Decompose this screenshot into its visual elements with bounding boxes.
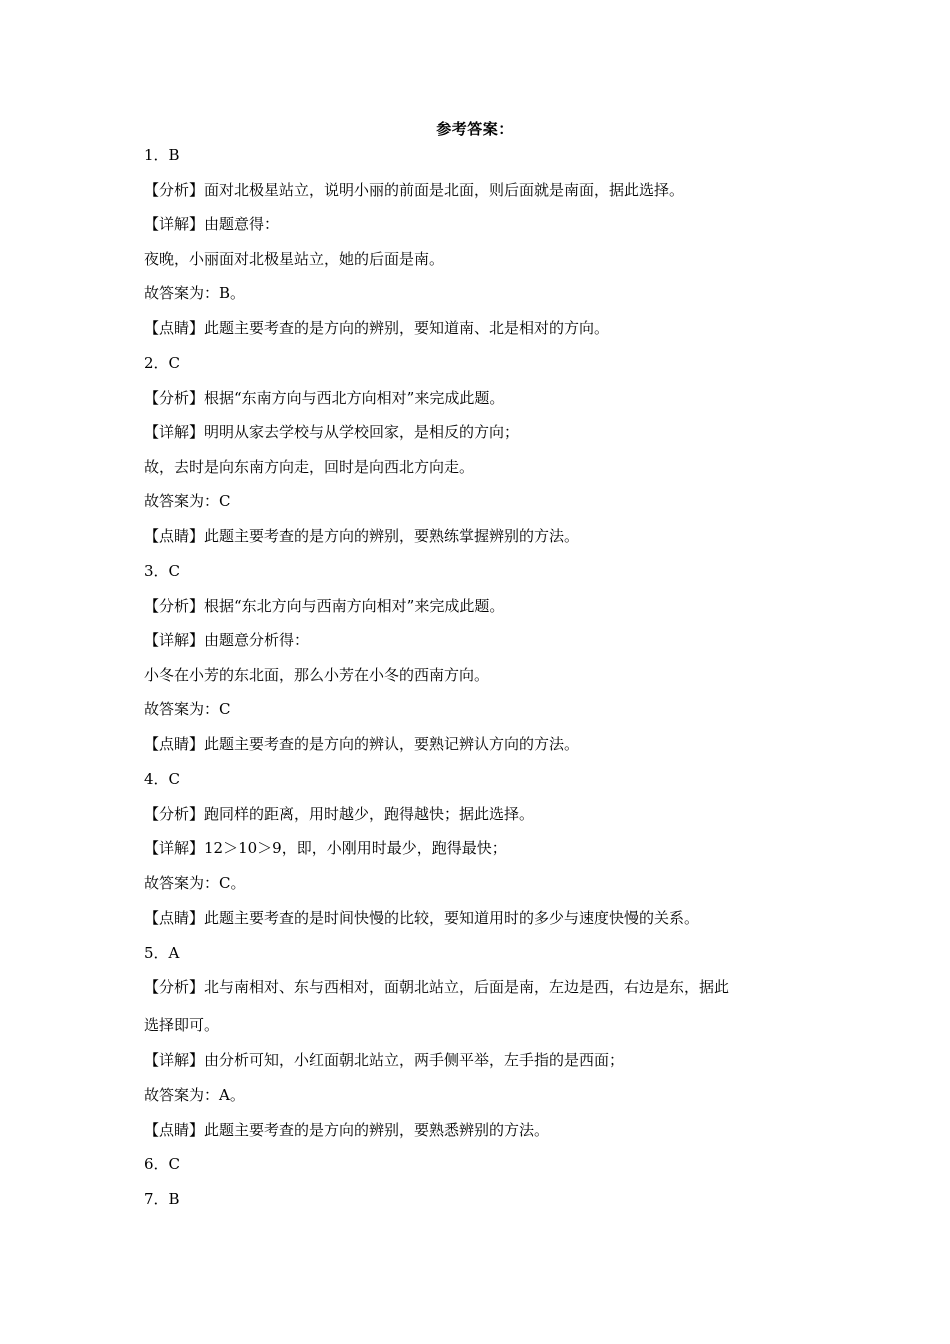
answer-3-detail-body: 小冬在小芳的东北面，那么小芳在小冬的西南方向。 [144,666,490,684]
answer-2-analysis: 【分析】根据“东南方向与西北方向相对”来完成此题。 [144,389,505,407]
answer-5-heading: 5．A [144,944,180,962]
answer-1-detail: 【详解】由题意得： [144,215,280,233]
answer-5-comment: 【点睛】此题主要考查的是方向的辨别，要熟悉辨别的方法。 [144,1121,550,1139]
answer-4-heading: 4．C [144,770,181,788]
answer-5-analysis: 【分析】北与南相对、东与西相对，面朝北站立，后面是南，左边是西，右边是东，据此 [144,978,730,996]
page-title: 参考答案： [436,120,514,138]
answer-1-comment: 【点睛】此题主要考查的是方向的辨别，要知道南、北是相对的方向。 [144,319,610,337]
answer-4-conclusion: 故答案为：C。 [144,874,246,892]
answer-5-analysis-cont: 选择即可。 [144,1016,220,1034]
answer-4-detail: 【详解】12＞10＞9，即，小刚用时最少，跑得最快； [144,839,507,857]
answer-2-comment: 【点睛】此题主要考查的是方向的辨别，要熟练掌握辨别的方法。 [144,527,580,545]
answer-2-detail-body: 故，去时是向东南方向走，回时是向西北方向走。 [144,458,475,476]
answer-6-heading: 6．C [144,1155,181,1173]
answer-4-comment: 【点睛】此题主要考查的是时间快慢的比较，要知道用时的多少与速度快慢的关系。 [144,909,700,927]
answer-3-conclusion: 故答案为：C [144,700,231,718]
answer-3-detail: 【详解】由题意分析得： [144,631,310,649]
answer-2-conclusion: 故答案为：C [144,492,231,510]
answer-1-heading: 1．B [144,146,180,164]
answer-4-analysis: 【分析】跑同样的距离，用时越少，跑得越快；据此选择。 [144,805,535,823]
answer-3-comment: 【点睛】此题主要考查的是方向的辨认，要熟记辨认方向的方法。 [144,735,580,753]
answer-5-conclusion: 故答案为：A。 [144,1086,245,1104]
answer-5-detail: 【详解】由分析可知，小红面朝北站立，两手侧平举，左手指的是西面； [144,1051,625,1069]
answer-2-detail: 【详解】明明从家去学校与从学校回家，是相反的方向； [144,423,520,441]
answer-1-detail-body: 夜晚，小丽面对北极星站立，她的后面是南。 [144,250,445,268]
answer-3-heading: 3．C [144,562,181,580]
answer-1-conclusion: 故答案为：B。 [144,284,246,302]
answer-7-heading: 7．B [144,1190,180,1208]
answer-2-heading: 2．C [144,354,181,372]
answer-3-analysis: 【分析】根据“东北方向与西南方向相对”来完成此题。 [144,597,505,615]
answer-1-analysis: 【分析】面对北极星站立，说明小丽的前面是北面，则后面就是南面，据此选择。 [144,181,685,199]
